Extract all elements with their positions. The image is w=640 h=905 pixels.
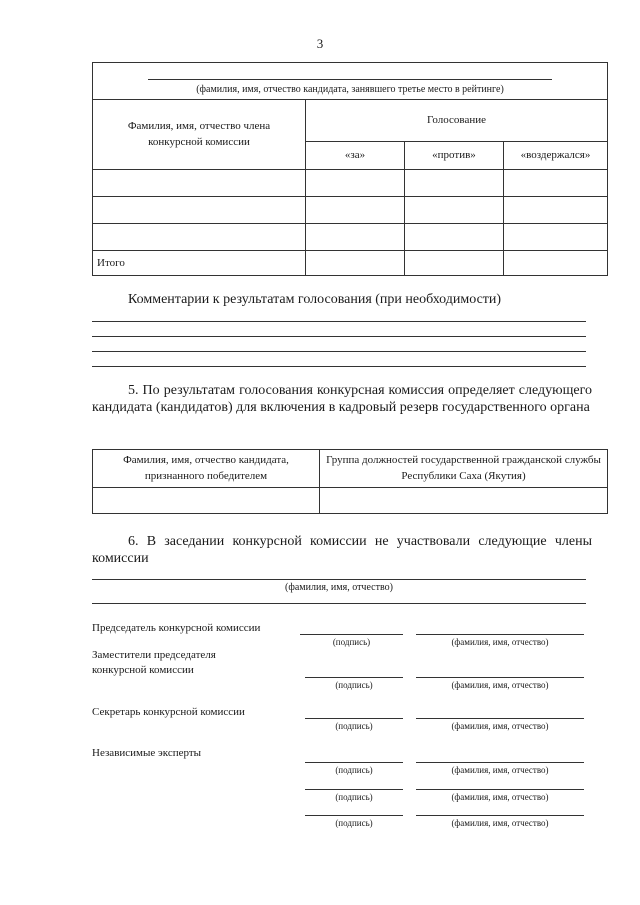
name-line (416, 718, 584, 719)
absent-member-caption: (фамилия, имя, отчество) (285, 582, 393, 593)
name-line (416, 815, 584, 816)
sign-caption: (подпись) (335, 765, 373, 775)
chair-label: Председатель конкурсной комиссии (92, 622, 261, 634)
name-caption: (фамилия, имя, отчество) (451, 721, 549, 731)
sign-caption: (подпись) (332, 637, 371, 647)
sign-caption: (подпись) (335, 792, 373, 802)
table-row (93, 197, 608, 224)
signature-line (305, 789, 403, 790)
experts-label: Независимые эксперты (92, 747, 202, 759)
member-header: Фамилия, имя, отчество члена конкурсной комиссии (127, 120, 271, 148)
signature-line (305, 815, 403, 816)
name-caption: (фамилия, имя, отчество) (451, 680, 549, 690)
signature-line (305, 762, 403, 763)
page-number: 3 (316, 36, 324, 51)
secretary-label: Секретарь конкурсной комиссии (92, 706, 245, 718)
signature-line (300, 634, 403, 635)
name-caption: (фамилия, имя, отчество) (451, 792, 549, 802)
table-row (93, 170, 608, 197)
winner-col1: Фамилия, имя, отчество кандидата, признанного победителем (123, 454, 289, 482)
candidate-cell (93, 63, 608, 100)
winner-col2-cell (320, 450, 608, 488)
col-against-cell (405, 142, 504, 170)
col-against: «против» (432, 148, 476, 161)
col-for-cell (306, 142, 405, 170)
comment-line (92, 351, 586, 352)
candidate-name-line (148, 79, 552, 80)
col-abstained: «воздержался» (520, 148, 591, 161)
voting-header: Голосование (427, 113, 486, 126)
name-line (416, 634, 584, 635)
voting-header-cell (306, 100, 608, 142)
candidate-caption: (фамилия, имя, отчество кандидата, занявшего третье место в рейтинге) (196, 84, 504, 95)
name-caption: (фамилия, имя, отчество) (451, 637, 549, 647)
total-label: Итого (97, 257, 125, 269)
name-line (416, 762, 584, 763)
name-line (416, 677, 584, 678)
comment-line (92, 336, 586, 337)
col-abstained-cell (504, 142, 608, 170)
sign-caption: (подпись) (335, 818, 373, 828)
voting-table (92, 62, 608, 276)
winner-col2: Группа должностей государственной гражданской службы Республики Саха (Якутия) (326, 454, 601, 482)
sign-caption: (подпись) (335, 721, 373, 731)
winner-col1-cell (93, 450, 320, 488)
signature-line (305, 677, 403, 678)
comment-line (92, 321, 586, 322)
table-row (93, 488, 608, 514)
name-caption: (фамилия, имя, отчество) (451, 765, 549, 775)
member-header-cell (93, 100, 306, 170)
winner-table (92, 449, 608, 514)
section5-text: 5. По результатам голосования конкурсная комиссия определяет следующего кандидата (кандидатов) для включения в кадровый резерв государственного органа (92, 383, 592, 415)
section6-text: 6. В заседании конкурсной комиссии не участвовали следующие члены комиссии (92, 534, 592, 566)
comments-heading: Комментарии к результатам голосования (при необходимости) (128, 292, 502, 307)
name-line (416, 789, 584, 790)
table-row (93, 224, 608, 251)
comment-line (92, 366, 586, 367)
total-row (93, 251, 608, 276)
absent-member-line (92, 579, 586, 580)
absent-member-line (92, 603, 586, 604)
sign-caption: (подпись) (335, 680, 373, 690)
col-for: «за» (344, 148, 366, 161)
name-caption: (фамилия, имя, отчество) (451, 818, 549, 828)
deputies-label: Заместители председателя конкурсной комиссии (92, 649, 216, 676)
signature-line (305, 718, 403, 719)
